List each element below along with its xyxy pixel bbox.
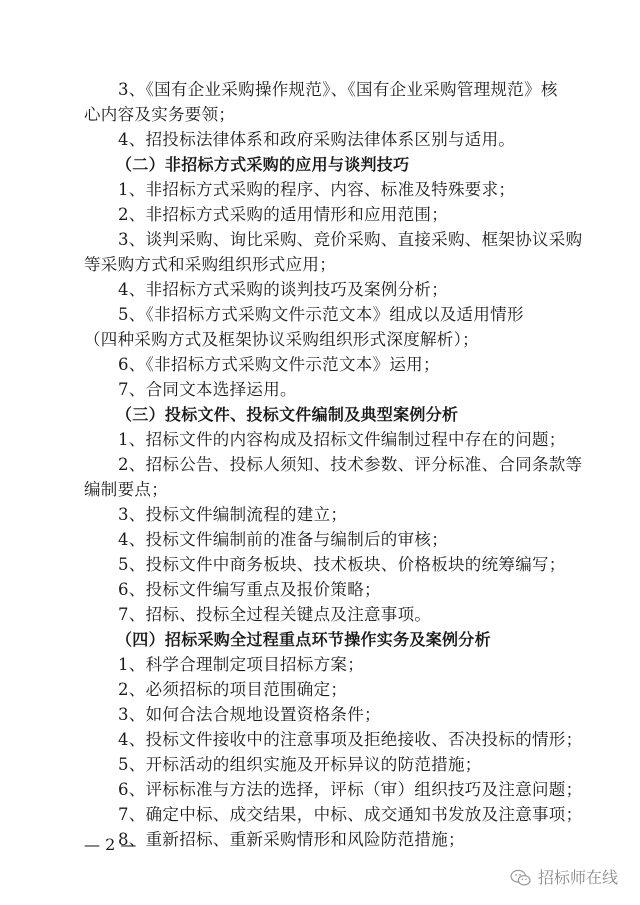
text-line: 3、如何合法合规地设置资格条件；	[118, 705, 381, 724]
text-line: 1、招标文件的内容构成及招标文件编制过程中存在的问题；	[118, 430, 566, 449]
text-line: 3、投标文件编制流程的建立；	[118, 505, 348, 524]
watermark-text: 招标师在线	[537, 868, 618, 887]
text-line: 4、招投标法律体系和政府采购法律体系区别与适用。	[118, 130, 516, 149]
text-line: 2、非招标方式采购的适用情形和应用范围；	[118, 205, 448, 224]
text-line: 6、投标文件编写重点及报价策略；	[118, 580, 381, 599]
text-line: （四种采购方式及框架协议采购组织形式深度解析）；	[84, 330, 479, 349]
text-line: 4、投标文件编制前的准备与编制后的审核；	[118, 530, 448, 549]
text-line: 3、谈判采购、询比采购、竞价采购、直接采购、框架协议采购	[118, 230, 583, 249]
text-line: 1、科学合理制定项目招标方案；	[118, 655, 364, 674]
watermark	[510, 867, 618, 889]
text-line: 7、合同文本选择运用。	[118, 380, 297, 399]
wechat-icon	[510, 869, 532, 887]
text-line: 5、开标活动的组织实施及开标异议的防范措施；	[118, 755, 482, 774]
text-line: 4、非招标方式采购的谈判技巧及案例分析；	[118, 280, 448, 299]
section-heading: （二）非招标方式采购的应用与谈判技巧	[116, 155, 410, 174]
text-line: 等采购方式和采购组织形式应用；	[84, 255, 336, 274]
text-line: 1、非招标方式采购的程序、内容、标准及特殊要求；	[118, 180, 516, 199]
text-line: 2、必须招标的项目范围确定；	[118, 680, 348, 699]
page-number: — 2 —	[84, 835, 137, 854]
text-line: 5、《非招标方式采购文件示范文本》组成以及适用情形	[118, 305, 524, 324]
section-heading: （四）招标采购全过程重点环节操作实务及案例分析	[116, 630, 491, 649]
section-heading: （三）投标文件、投标文件编制及典型案例分析	[116, 405, 459, 424]
text-line: 3、《国有企业采购操作规范》、《国有企业采购管理规范》核	[118, 80, 558, 99]
text-line: 4、投标文件接收中的注意事项及拒绝接收、否决投标的情形；	[118, 730, 583, 749]
text-line: 心内容及实务要领；	[84, 105, 236, 124]
text-line: 5、投标文件中商务板块、技术板块、价格板块的统筹编写；	[118, 555, 566, 574]
text-line: 2、招标公告、投标人须知、技术参数、评分标准、合同条款等	[118, 455, 583, 474]
text-line: 6、《非招标方式采购文件示范文本》运用；	[118, 355, 440, 374]
text-line: 8、重新招标、重新采购情形和风险防范措施；	[118, 830, 465, 849]
text-line: 7、确定中标、成交结果，中标、成交通知书发放及注意事项；	[118, 805, 583, 824]
text-line: 7、招标、投标全过程关键点及注意事项。	[118, 605, 432, 624]
text-line: 编制要点；	[84, 480, 168, 499]
text-line: 6、评标标准与方法的选择，评标（审）组织技巧及注意问题；	[118, 780, 583, 799]
